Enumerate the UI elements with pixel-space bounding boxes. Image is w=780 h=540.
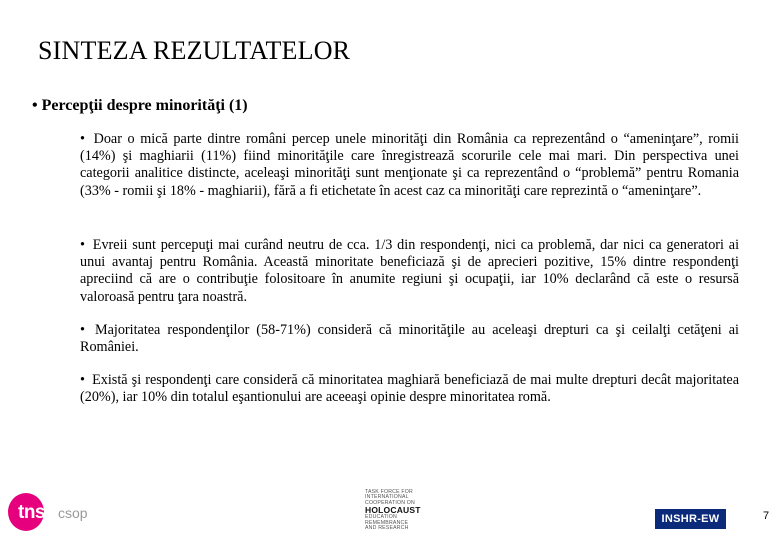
tns-csop-logo xyxy=(8,493,90,533)
csop-logo-text: csop xyxy=(58,505,88,521)
paragraph-bullet: • xyxy=(80,372,85,388)
paragraph-more-rights xyxy=(80,372,739,406)
holocaust-logo-line: AND RESEARCH xyxy=(365,525,409,532)
paragraph-bullet: • xyxy=(80,322,85,338)
paragraph-text: Evreii sunt percepuţi mai curând neutru de cca. 1/3 din respondenţi, nici ca problemă, dar nici ca generatori ai unui avantaj pentru România. Această minoritate beneficiază şi de aprecieri pozitive, 15% dintre respondenţi apreciind că are o contribuţie folositoare în anumite regiuni şi ocupaţii, iar 10% declarând că este o resursă valoroasă pentru ţara noastră. xyxy=(80,237,740,305)
paragraph-text: Majoritatea respondenţilor (58-71%) consideră că minorităţile au aceleaşi drepturi ca şi ceilalţi cetăţeni ai României. xyxy=(80,322,739,356)
holocaust-logo-line: COOPERATION ON xyxy=(365,499,415,506)
inshr-ew-logo: INSHR-EW xyxy=(655,509,726,529)
paragraph-bullet: • xyxy=(80,237,85,253)
page-title: SINTEZA REZULTATELOR xyxy=(38,36,351,65)
holocaust-logo-line: REMEMBRANCE xyxy=(365,519,409,526)
paragraph-bullet: • xyxy=(80,131,85,147)
paragraph-text: Doar o mică parte dintre români percep unele minorităţi din România ca reprezentând o “ameninţare”, romii (14%) şi maghiarii (11%) fiind minorităţile care înregistrează scorurile cele mai mari. Din perspectiva unei categorii analitice distincte, aceleaşi minorităţi sunt menţionate şi ca reprezentând o “problemă” pentru Romania (33% - romii şi 18% - maghiarii), fără a fi etichetate în acest caz ca minorităţi care reprezintă o “ameninţare”. xyxy=(80,131,740,199)
paragraph-text: Există şi respondenţi care consideră că minoritatea maghiară beneficiază de mai multe drepturi decât majoritatea (20%), iar 10% din totalul eşantionului are aceeaşi opinie despre minoritatea romă. xyxy=(80,372,740,406)
subheading-bullet: • xyxy=(32,97,38,114)
paragraph-threat-perception xyxy=(80,131,739,200)
subheading-text: Percepţii despre minorităţi (1) xyxy=(41,97,248,114)
holocaust-task-force-logo xyxy=(365,490,423,536)
holocaust-logo-line: INTERNATIONAL xyxy=(365,494,409,501)
holocaust-logo-line: HOLOCAUST xyxy=(365,505,421,516)
page-number: 7 xyxy=(763,510,770,522)
holocaust-logo-line: EDUCATION xyxy=(365,514,397,521)
paragraph-equal-rights xyxy=(80,322,739,356)
section-subheading xyxy=(32,97,248,115)
holocaust-logo-text xyxy=(365,490,423,531)
holocaust-logo-line: TASK FORCE FOR xyxy=(365,489,413,495)
tns-logo-text: tns xyxy=(18,502,45,523)
paragraph-jewish-minority xyxy=(80,237,739,306)
